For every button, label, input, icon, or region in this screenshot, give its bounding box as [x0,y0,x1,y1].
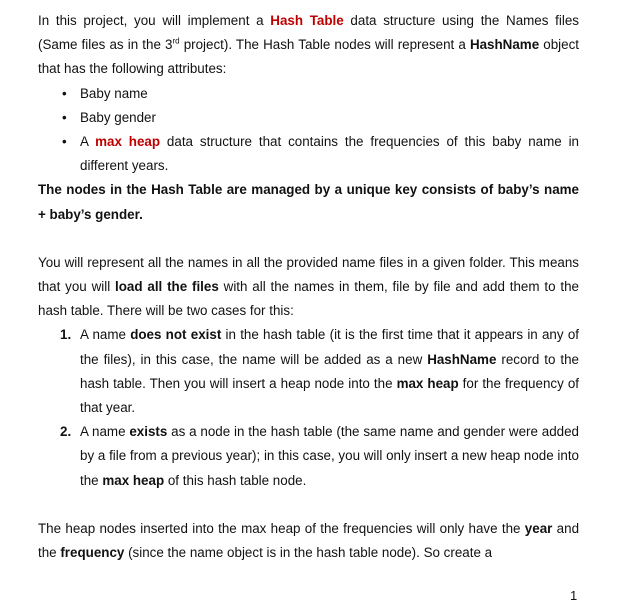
list-item [38,130,579,178]
bullet-icon: • [62,134,67,150]
text-run: (since the name object is in the hash table node). So create a [124,545,493,561]
text-run: A name [80,424,130,440]
list-number: 1. [60,327,72,343]
text-run: for the frequency of that year. [80,375,579,416]
list-item-text: data structure that contains the frequencies of this baby name in different years. [80,134,580,174]
text-run: data structure using the Names files (Same files as in the 3 [38,13,579,53]
document-page [38,9,579,565]
page-number: 1 [570,588,578,603]
key-note: The nodes in the Hash Table are managed by a unique key consists of baby’s name + baby’s gender. [38,182,579,222]
spacer [38,227,579,251]
text-run: with all the names in them, file by file and add them to the hash table. There will be two cases for this: [38,279,579,319]
intro-paragraph [38,9,579,82]
attribute-list [38,82,579,179]
text-run: project). The Hash Table nodes will represent a [179,37,470,53]
list-item [38,82,579,106]
list-item [38,323,579,420]
bold-phrase: frequency [60,545,125,561]
hashname-term: HashName [427,351,497,367]
text-run: and the [38,520,580,561]
list-item-text: Baby name [80,85,148,101]
hashname-term: HashName [469,37,540,53]
text-run: In this project, you will implement a [38,13,271,28]
bullet-icon: • [62,85,67,101]
bold-phrase: max heap [102,472,165,488]
files-paragraph [38,251,579,324]
bold-phrase: does not exist [130,327,222,343]
bold-phrase: max heap [396,375,459,391]
text-run: in the hash table (it is the first time that it appears in any of the files), in this case, the name will be added as a new [80,327,579,367]
list-item [38,420,579,493]
list-item [38,106,579,130]
text-run: A name [80,327,131,343]
list-item-text: A [80,134,96,150]
bullet-icon: • [62,109,67,125]
text-run: record to the hash table. Then you will insert a heap node into the [80,351,579,391]
bold-phrase: load all the files [115,279,219,295]
bold-phrase: year [524,520,553,536]
text-run: of this hash table node. [164,472,307,488]
heap-paragraph [38,517,579,565]
max-heap-term: max heap [95,134,161,150]
text-run: You will represent all the names in all the provided name files in a given folder. This means that you will [38,254,579,295]
bold-phrase: exists [129,424,168,440]
list-number: 2. [60,424,72,440]
ordinal-superscript: rd [172,36,180,46]
cases-list [38,323,579,492]
text-run: as a node in the hash table (the same name and gender were added by a file from a previous year); in this case, you will only insert a new heap node into the [80,424,579,488]
text-run: object that has the following attributes: [38,37,580,77]
hash-table-term: Hash Table [270,13,344,28]
spacer [38,493,579,517]
list-item-text: Baby gender [80,109,156,125]
text-run: The heap nodes inserted into the max heap of the frequencies will only have the [38,520,525,536]
